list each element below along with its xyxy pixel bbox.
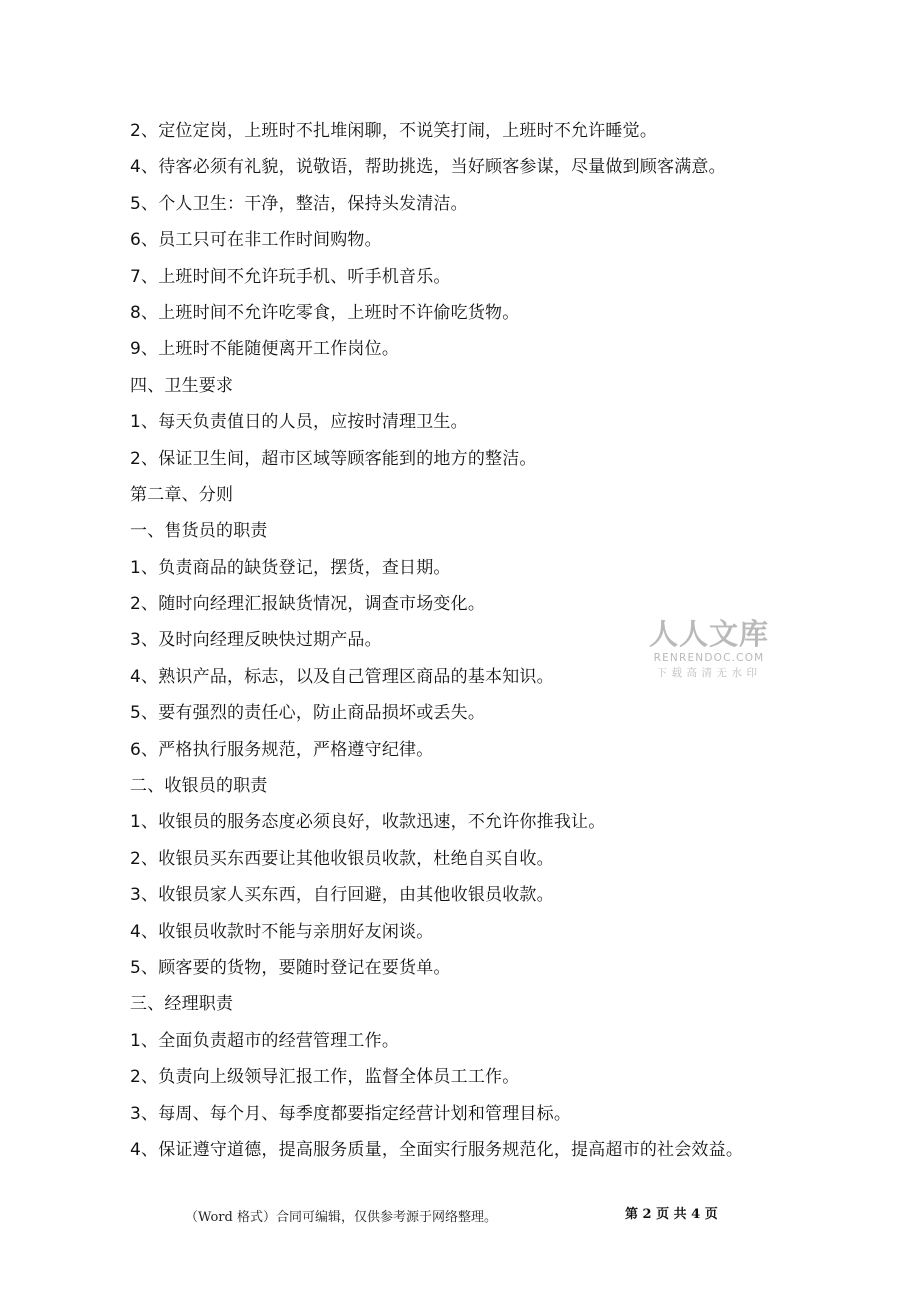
watermark-slogan: 下载高清无水印 [656,666,762,679]
watermark-title: 人人文库 [648,617,769,651]
text-line: 2、保证卫生间，超市区域等顾客能到的地方的整洁。 [130,448,537,469]
text-line: 3、收银员家人买东西，自行回避，由其他收银员收款。 [130,885,554,906]
text-line: 5、个人卫生：干净，整洁，保持头发清洁。 [130,193,468,214]
chapter-heading: 第二章、分则 [130,484,234,505]
text-line: 2、随时向经理汇报缺货情况，调查市场变化。 [130,594,486,615]
text-line: 6、员工只可在非工作时间购物。 [130,230,382,251]
text-line: 4、收银员收款时不能与亲朋好友闲谈。 [130,921,434,942]
text-line: 5、顾客要的货物，要随时登记在要货单。 [130,957,451,978]
section-heading: 一、售货员的职责 [130,521,268,542]
text-line: 2、定位定岗，上班时不扎堆闲聊，不说笑打闹，上班时不允许睡觉。 [130,121,658,141]
text-line: 1、负责商品的缺货登记，摆货，查日期。 [130,557,451,578]
text-line: 4、待客必须有礼貌，说敬语，帮助挑选，当好顾客参谋，尽量做到顾客满意。 [130,157,726,178]
text-line: 7、上班时间不允许玩手机、听手机音乐。 [130,266,451,287]
text-line: 4、熟识产品，标志，以及自己管理区商品的基本知识。 [130,666,554,687]
section-heading: 二、收银员的职责 [130,776,268,797]
footer-note: （Word 格式）合同可编辑，仅供参考源于网络整理。 [185,1210,497,1225]
watermark-logo [644,617,774,679]
text-line: 6、严格执行服务规范，严格遵守纪律。 [130,739,434,760]
text-line: 9、上班时不能随便离开工作岗位。 [130,339,400,360]
text-line: 2、负责向上级领导汇报工作，监督全体员工工作。 [130,1067,520,1088]
text-line: 3、每周、每个月、每季度都要指定经营计划和管理目标。 [130,1103,572,1124]
section-heading: 三、经理职责 [130,994,234,1015]
text-line: 3、及时向经理反映快过期产品。 [130,630,382,651]
watermark-domain: RENRENDOC.COM [653,652,765,664]
page-number: 第 2 页 共 4 页 [625,1207,718,1222]
section-heading: 四、卫生要求 [130,375,234,396]
text-line: 2、收银员买东西要让其他收银员收款，杜绝自买自收。 [130,848,554,869]
text-line: 1、每天负责值日的人员，应按时清理卫生。 [130,412,468,433]
text-line: 4、保证遵守道德，提高服务质量，全面实行服务规范化，提高超市的社会效益。 [130,1139,744,1160]
text-line: 1、全面负责超市的经营管理工作。 [130,1030,400,1051]
text-line: 8、上班时间不允许吃零食，上班时不许偷吃货物。 [130,302,520,323]
text-line: 5、要有强烈的责任心，防止商品损坏或丢失。 [130,703,486,724]
text-line: 1、收银员的服务态度必须良好，收款迅速，不允许你推我让。 [130,812,606,833]
